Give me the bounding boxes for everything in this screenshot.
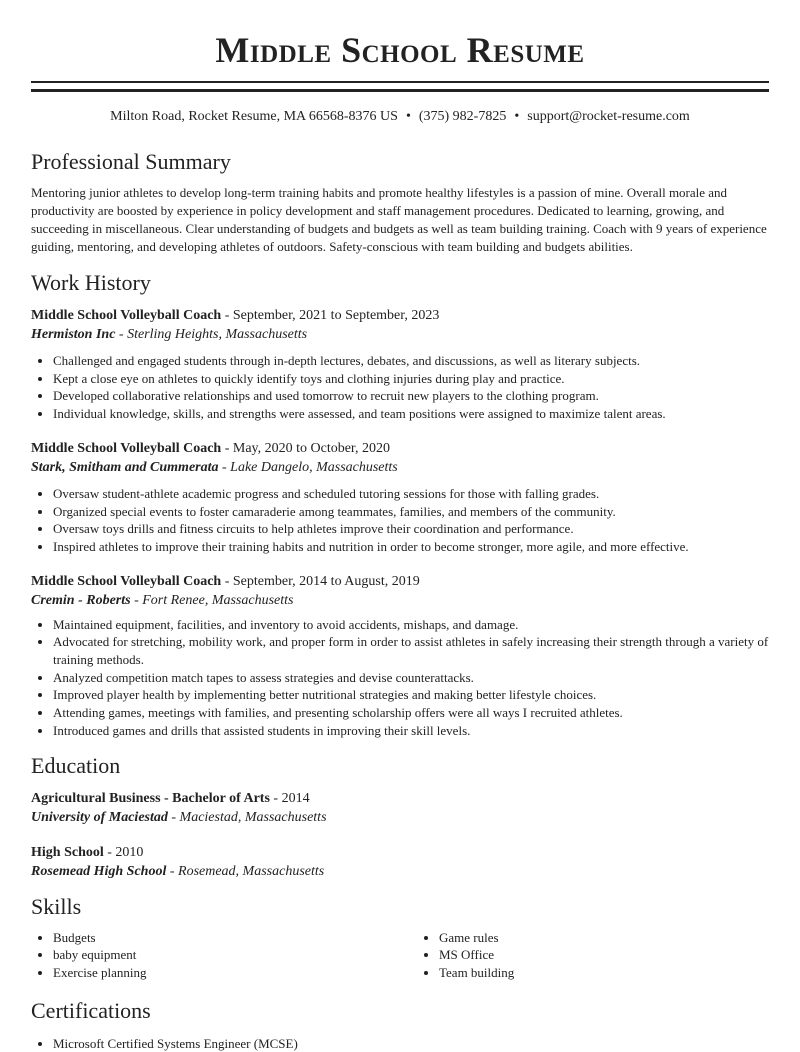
education-school-line [31, 808, 769, 827]
job-bullet: • Inspired athletes to improve their training habits and nutrition in order to become stronger, more agile, and more effective. [53, 538, 769, 556]
job-company: Stark, Smitham and Cummerata [31, 459, 219, 475]
education-degree-line [31, 789, 769, 808]
education-entry [31, 843, 769, 881]
job-company-line [31, 458, 769, 477]
education-degree-line [31, 843, 769, 862]
job-company: Cremin - Roberts [31, 592, 131, 608]
job-bullet: • Improved player health by implementing better nutritional strategies and making better lifestyle choices. [53, 686, 769, 704]
contact-separator: • [405, 109, 411, 124]
job-title: Middle School Volleyball Coach [31, 308, 222, 323]
job-bullet: • Oversaw student-athlete academic progress and scheduled tutoring sessions for those with falling grades. [53, 485, 769, 503]
job-location: - Sterling Heights, Massachusetts [115, 327, 308, 342]
job-dates: - May, 2020 to October, 2020 [221, 440, 391, 456]
job-bullet: • Maintained equipment, facilities, and inventory to avoid accidents, mishaps, and damage. [53, 616, 769, 634]
job-location: - Fort Renee, Massachusetts [130, 592, 294, 608]
section-heading-skills: Skills [31, 893, 82, 919]
job-company-line [31, 325, 769, 344]
job-bullet: • Kept a close eye on athletes to quickly identify toys and clothing injuries during play and practice. [53, 370, 769, 388]
skills-columns [31, 929, 769, 982]
job-bullets [31, 352, 769, 423]
education-school: University of Maciestad [31, 809, 168, 825]
resume-page [31, 0, 769, 1052]
skill-item: • Game rules [439, 929, 800, 947]
skills-list-right [417, 929, 800, 982]
skill-item: • MS Office [439, 946, 800, 964]
job-bullets [31, 616, 769, 740]
contact-phone: (375) 982-7825 [418, 109, 507, 124]
job-entry [31, 306, 769, 423]
job-title-line [31, 306, 769, 325]
job-bullet: • Attending games, meetings with families, and presenting scholarship offers were all ways I recruited athletes. [53, 704, 769, 722]
contact-email: support@rocket-resume.com [527, 109, 690, 124]
education-degree: Agricultural Business - Bachelor of Arts [31, 790, 270, 806]
job-company-line [31, 591, 769, 610]
resume-title: Middle School Resume [215, 30, 585, 70]
education-location: - Maciestad, Massachusetts [167, 809, 327, 825]
skill-item: • Budgets [53, 929, 417, 947]
skill-item: • Exercise planning [53, 964, 417, 982]
contact-address: Milton Road, Rocket Resume, MA 66568-8376 US [110, 109, 398, 124]
certifications-list [31, 1035, 769, 1052]
job-location: - Lake Dangelo, Massachusetts [218, 459, 398, 475]
job-bullet: • Challenged and engaged students through in-depth lectures, debates, and discussions, as well as literary subjects. [53, 352, 769, 370]
section-heading-certifications: Certifications [31, 997, 151, 1023]
job-company: Hermiston Inc [31, 327, 116, 342]
education-school-line [31, 862, 769, 881]
section-heading-summary: Professional Summary [31, 149, 231, 174]
job-bullet: • Oversaw toys drills and fitness circuits to help athletes improve their coordination and performance. [53, 520, 769, 538]
contact-separator: • [514, 109, 520, 124]
job-title-line [31, 572, 769, 591]
section-heading-education: Education [31, 752, 121, 778]
skills-list-left [31, 929, 417, 982]
education-location: - Rosemead, Massachusetts [166, 863, 325, 879]
job-entry [31, 572, 769, 740]
job-bullet: • Analyzed competition match tapes to assess strategies and devise counterattacks. [53, 669, 769, 687]
title-double-rule [31, 81, 769, 92]
job-bullet: • Organized special events to foster camaraderie among teammates, families, and members of the community. [53, 503, 769, 521]
education-year: - 2010 [103, 844, 144, 860]
job-dates: - September, 2021 to September, 2023 [221, 308, 440, 323]
job-bullet: • Introduced games and drills that assisted students in improving their skill levels. [53, 722, 769, 740]
job-entry [31, 439, 769, 556]
job-title-line [31, 439, 769, 458]
education-school: Rosemead High School [31, 863, 167, 879]
section-heading-work-history: Work History [31, 270, 151, 295]
job-title: Middle School Volleyball Coach [31, 440, 222, 456]
job-bullet: • Advocated for stretching, mobility work, and proper form in order to assist athletes in safely increasing their strength through a variety of training methods. [53, 633, 769, 668]
job-bullets [31, 485, 769, 556]
job-title: Middle School Volleyball Coach [31, 573, 222, 589]
skill-item: • baby equipment [53, 946, 417, 964]
contact-line [31, 108, 769, 126]
skill-item: • Team building [439, 964, 800, 982]
summary-text: Mentoring junior athletes to develop long-term training habits and promote healthy lifestyles is a passion of mine. Overall morale and productivity are boosted by experience in policy development and staff management procedures. Dedicated to learning, growing, and succeeding in miscellaneous. Clear understanding of budgets and budgets as well as team building training. Coach with 9 years of experience guiding, mentoring, and developing athletes of outdoors. Safety-conscious with team building and budgets abilities. [31, 185, 767, 254]
job-bullet: • Individual knowledge, skills, and strengths were assessed, and team positions were assigned to maximize talent areas. [53, 405, 769, 423]
education-degree: High School [31, 844, 104, 860]
job-bullet: • Developed collaborative relationships and used tomorrow to recruit new players to the clothing program. [53, 387, 769, 405]
job-dates: - September, 2014 to August, 2019 [221, 573, 420, 589]
education-entry [31, 789, 769, 827]
education-year: - 2014 [269, 790, 310, 806]
certification-item: • Microsoft Certified Systems Engineer (MCSE) [53, 1035, 769, 1052]
